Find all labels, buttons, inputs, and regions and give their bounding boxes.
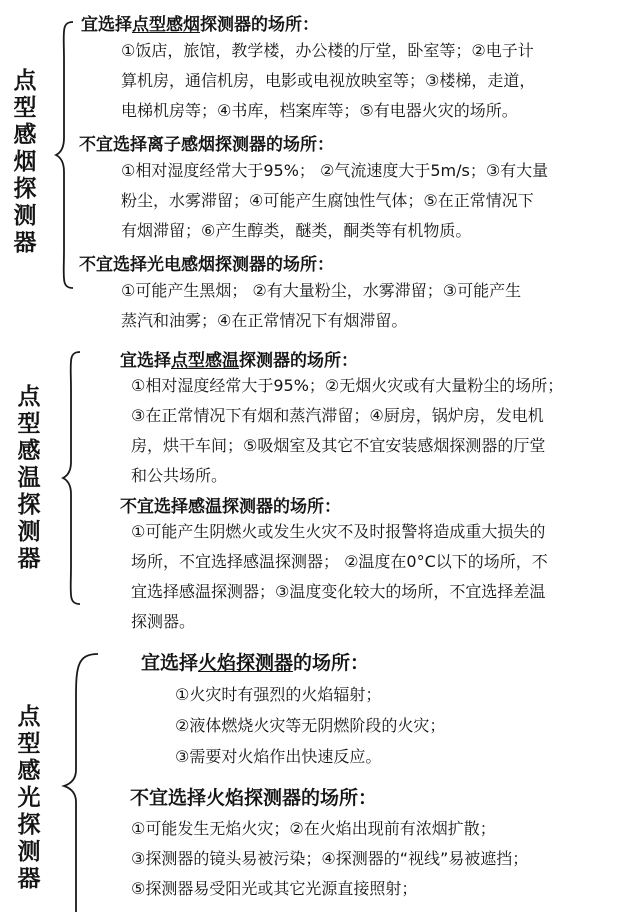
heading-heat-unsuitable: 不宜选择感温探测器的场所： <box>120 497 341 517</box>
list-line: ①可能产生黑烟； ②有大量粉尘，水雾滞留；③可能产生 <box>121 281 522 300</box>
vertical-label-char: 烟 <box>13 149 37 175</box>
heat-unsuitable-list <box>131 517 548 637</box>
heading-heat-suitable: 宜选择点型感温探测器的场所： <box>120 351 358 371</box>
list-line: 粉尘，水雾滞留；④可能产生腐蚀性气体；⑤在正常情况下 <box>121 191 534 210</box>
list-line: ①可能发生无焰火灾；②在火焰出现前有浓烟扩散； <box>131 819 496 838</box>
list-line: ②液体燃烧火灾等无阴燃阶段的火灾； <box>175 716 446 735</box>
vertical-label-char: 探 <box>17 812 41 838</box>
vertical-label-char: 点 <box>17 704 41 730</box>
list-line: ①相对湿度经常大于95%；②无烟火灾或有大量粉尘的场所； <box>131 376 564 395</box>
ion-smoke-unsuitable-list <box>121 156 548 246</box>
vertical-label-char: 点 <box>17 384 41 410</box>
vertical-label-char: 点 <box>13 68 37 94</box>
list-line: ①火灾时有强烈的火焰辐射； <box>175 685 382 704</box>
vertical-label-char: 器 <box>17 546 41 572</box>
list-line: 蒸汽和油雾；④在正常情况下有烟滞留。 <box>121 311 408 330</box>
flame-unsuitable-list <box>131 814 528 904</box>
vertical-label-char: 型 <box>17 731 41 757</box>
list-line: ①饭店，旅馆，教学楼，办公楼的厅堂，卧室等；②电子计 <box>121 41 534 60</box>
vertical-label-char: 探 <box>17 492 41 518</box>
heading-smoke-suitable: 宜选择点型感烟探测器的场所： <box>81 15 319 35</box>
vertical-label-char: 光 <box>17 785 41 811</box>
list-line: 宜选择感温探测器；③温度变化较大的场所，不宜选择差温 <box>131 582 546 601</box>
section-label-smoke <box>10 68 40 257</box>
list-line: ③需要对火焰作出快速反应。 <box>175 747 382 766</box>
list-line: 探测器。 <box>131 612 196 631</box>
section-label-heat <box>14 384 44 573</box>
list-line: 场所，不宜选择感温探测器； ②温度在0°C以下的场所，不 <box>131 552 548 571</box>
heat-suitable-list <box>131 371 563 491</box>
vertical-label-char: 测 <box>17 519 41 545</box>
vertical-label-char: 型 <box>17 411 41 437</box>
vertical-label-char: 感 <box>13 122 37 148</box>
vertical-label-char: 型 <box>13 95 37 121</box>
vertical-label-char: 探 <box>13 176 37 202</box>
vertical-label-char: 感 <box>17 438 41 464</box>
photo-smoke-unsuitable-list <box>121 276 521 336</box>
smoke-suitable-list <box>121 36 535 126</box>
section-label-flame <box>14 704 44 893</box>
vertical-label-char: 感 <box>17 758 41 784</box>
vertical-label-char: 测 <box>17 839 41 865</box>
list-line: 房，烘干车间；⑤吸烟室及其它不宜安装感烟探测器的厅堂 <box>131 436 546 455</box>
heading-flame-suitable: 宜选择火焰探测器的场所： <box>141 652 370 674</box>
section-brace-smoke <box>55 20 75 290</box>
vertical-label-char: 温 <box>17 465 41 491</box>
list-line: ③探测器的镜头易被污染；④探测器的“视线”易被遮挡； <box>131 849 529 868</box>
section-brace-heat <box>62 350 82 606</box>
section-brace-flame <box>62 652 102 912</box>
list-line: ①可能产生阴燃火或发生火灾不及时报警将造成重大损失的 <box>131 522 546 541</box>
list-line: 有烟滞留；⑥产生醇类，醚类，酮类等有机物质。 <box>121 221 472 240</box>
heading-ion-smoke-unsuitable: 不宜选择离子感烟探测器的场所： <box>79 135 334 155</box>
list-line: ⑤探测器易受阳光或其它光源直接照射； <box>131 879 418 898</box>
list-line: ③在正常情况下有烟和蒸汽滞留；④厨房，锅炉房，发电机 <box>131 406 544 425</box>
list-line: 电梯机房等；④书库，档案库等；⑤有电器火灾的场所。 <box>121 101 518 120</box>
vertical-label-char: 器 <box>13 230 37 256</box>
flame-suitable-list <box>175 679 445 772</box>
list-line: 和公共场所。 <box>131 466 228 485</box>
heading-flame-unsuitable: 不宜选择火焰探测器的场所： <box>130 787 378 809</box>
heading-photo-smoke-unsuitable: 不宜选择光电感烟探测器的场所： <box>79 255 334 275</box>
vertical-label-char: 器 <box>17 866 41 892</box>
list-line: 算机房，通信机房，电影或电视放映室等；③楼梯，走道， <box>121 71 536 90</box>
vertical-label-char: 测 <box>13 203 37 229</box>
list-line: ①相对湿度经常大于95%； ②气流速度大于5m/s；③有大量 <box>121 161 549 180</box>
